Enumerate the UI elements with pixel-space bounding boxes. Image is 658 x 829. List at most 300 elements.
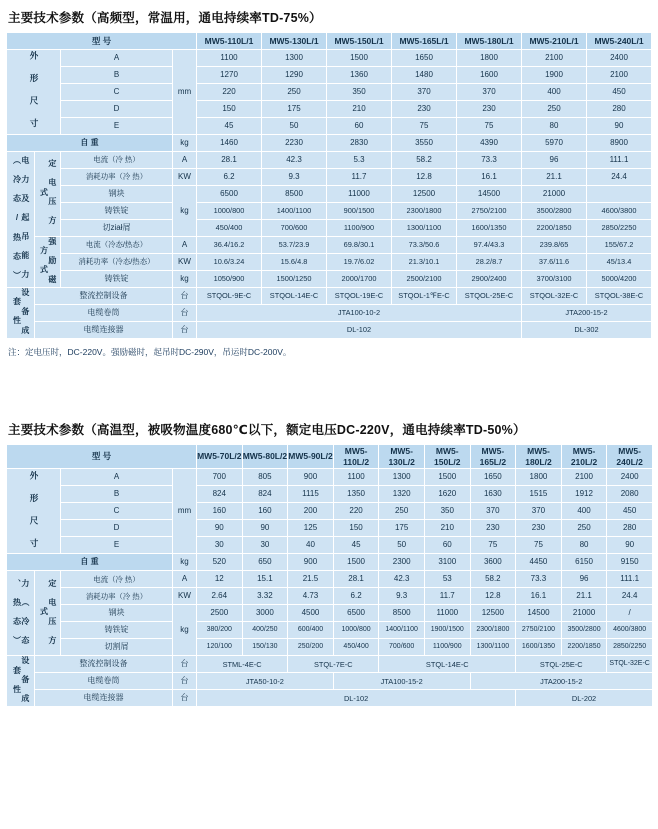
cell: 1350: [333, 486, 379, 503]
cell: 250: [522, 101, 587, 118]
cell: 10.6/3.24: [197, 254, 262, 271]
cell: 3550: [392, 135, 457, 152]
table-row: [7, 254, 652, 271]
row-label-weight: 自 重: [7, 135, 173, 152]
row-label-chips: 切割屑: [61, 639, 173, 656]
cell: 12500: [470, 605, 516, 622]
row-label-cast-iron: 铸铁锭: [61, 622, 173, 639]
cell: 1100: [333, 469, 379, 486]
cell: 53: [424, 571, 470, 588]
cell: 230: [457, 101, 522, 118]
section-spacer: [0, 358, 658, 412]
model-header-cell: 型 号: [7, 33, 197, 50]
table-row: [7, 486, 653, 503]
cell: 1100/900: [327, 220, 392, 237]
table-row: [7, 50, 652, 67]
cell: 11.7: [424, 588, 470, 605]
cell: 2100: [522, 50, 587, 67]
cell: STQOL-25E-C: [457, 288, 522, 305]
table-row: [7, 588, 653, 605]
table-row: [7, 305, 652, 322]
cell: JTA200-15-2: [522, 305, 652, 322]
cell: 16.1: [457, 169, 522, 186]
model-col-4: MW5-180L/1: [457, 33, 522, 50]
cell: 24.4: [607, 588, 653, 605]
row-label-D: D: [61, 520, 173, 537]
unit-set: 台: [173, 322, 197, 339]
cell: 350: [424, 503, 470, 520]
cell: 1320: [379, 486, 425, 503]
row-label-B: B: [61, 67, 173, 84]
table-row: [7, 622, 653, 639]
cell: 700/600: [379, 639, 425, 656]
cell: 97.4/43.3: [457, 237, 522, 254]
cell: 450: [607, 503, 653, 520]
cell: DL-202: [516, 690, 653, 707]
table-row: [7, 288, 652, 305]
row-label-E: E: [61, 118, 173, 135]
cell: STML-4E-C: [197, 656, 288, 673]
row-label-A: A: [61, 50, 173, 67]
cell: 250: [262, 84, 327, 101]
cell: 210: [327, 101, 392, 118]
table-row: [7, 271, 652, 288]
cell: 2850/2250: [607, 639, 653, 656]
cell: 36.4/16.2: [197, 237, 262, 254]
unit-kg: kg: [173, 135, 197, 152]
unit-kg: kg: [173, 605, 197, 656]
cell: 2230: [262, 135, 327, 152]
cell: 824: [242, 486, 288, 503]
cell: 700: [197, 469, 243, 486]
row-label-current: 电流（冷 热）: [61, 571, 173, 588]
cell: 150: [197, 101, 262, 118]
cell: 1000/800: [333, 622, 379, 639]
cell: STQOL-32E-C: [522, 288, 587, 305]
cell: 120/100: [197, 639, 243, 656]
row-label-current: 电流（冷 热）: [61, 152, 173, 169]
unit-KW: KW: [173, 588, 197, 605]
cell: 2200/1850: [561, 639, 607, 656]
section-high-temperature: [0, 412, 658, 707]
row-label-cable-reel: 电缆卷筒: [35, 305, 173, 322]
row-label-rectifier: 整流控制设备: [35, 288, 173, 305]
unit-mm: mm: [173, 469, 197, 554]
cell: 250: [379, 503, 425, 520]
cell: 75: [516, 537, 562, 554]
row-label-cable-connector: 电缆连接器: [35, 690, 173, 707]
table-row: [7, 537, 653, 554]
cell: 14500: [457, 186, 522, 203]
cell: 1300: [379, 469, 425, 486]
cell: 14500: [516, 605, 562, 622]
model-col-0: MW5-110L/1: [197, 33, 262, 50]
unit-A: A: [173, 152, 197, 169]
row-label-cable-connector: 电缆连接器: [35, 322, 173, 339]
cell: 1600/1350: [516, 639, 562, 656]
unit-kg: kg: [173, 554, 197, 571]
cell: 1800: [516, 469, 562, 486]
cell: 450/400: [197, 220, 262, 237]
cell: 45: [197, 118, 262, 135]
cell: 73.3: [516, 571, 562, 588]
section1-title: 主要技术参数（高频型，常温用，通电持续率TD-75%）: [8, 11, 322, 25]
group-power: 电 力 及 起 吊 能 力 （ 冷 态 / 热 态 ）: [7, 152, 35, 288]
cell: 150: [333, 520, 379, 537]
cell: 28.2/8.7: [457, 254, 522, 271]
cell: 900/1500: [327, 203, 392, 220]
table-row: [7, 220, 652, 237]
cell: 21.1: [561, 588, 607, 605]
row-label-cast-iron: 铸铁锭: [61, 203, 173, 220]
cell: 4600/3800: [607, 622, 653, 639]
cell: 8500: [262, 186, 327, 203]
cell: 6.2: [333, 588, 379, 605]
cell: 2000/1700: [327, 271, 392, 288]
table-row: [7, 67, 652, 84]
cell: 280: [587, 101, 652, 118]
table-row: [7, 605, 653, 622]
cell: 230: [516, 520, 562, 537]
model-col-4: MW5-130L/2: [379, 445, 425, 469]
cell: 50: [262, 118, 327, 135]
row-label-A: A: [61, 469, 173, 486]
table-row: [7, 84, 652, 101]
cell: 175: [379, 520, 425, 537]
row-label-weight: 自 重: [7, 554, 173, 571]
cell: 8500: [379, 605, 425, 622]
cell: 350: [327, 84, 392, 101]
model-col-1: MW5-130L/1: [262, 33, 327, 50]
cell: 380/200: [197, 622, 243, 639]
group-dimensions: 外 形 尺 寸: [7, 469, 61, 554]
cell: 2300/1800: [392, 203, 457, 220]
cell: 1650: [392, 50, 457, 67]
cell: 200: [288, 503, 334, 520]
cell: 19.7/6.02: [327, 254, 392, 271]
cell: 15.6/4.8: [262, 254, 327, 271]
cell: 160: [197, 503, 243, 520]
cell: 75: [470, 537, 516, 554]
cell: 75: [392, 118, 457, 135]
cell: 5.3: [327, 152, 392, 169]
group-constant-voltage: 定 电 压 方 式: [35, 152, 61, 237]
model-col-6: MW5-240L/1: [587, 33, 652, 50]
unit-mm: mm: [173, 50, 197, 135]
cell: 400: [561, 503, 607, 520]
cell: JTA100-10-2: [197, 305, 522, 322]
cell: 1100: [197, 50, 262, 67]
cell: JTA100-15-2: [333, 673, 470, 690]
cell: 4500: [288, 605, 334, 622]
cell: 230: [392, 101, 457, 118]
section2-title: 主要技术参数（高温型，被吸物温度680℃以下，额定电压DC-220V，通电持续率TD-50%）: [8, 423, 526, 437]
cell: 450/400: [333, 639, 379, 656]
table-row-model-header: [7, 33, 652, 50]
cell: 21000: [561, 605, 607, 622]
cell: 1100/900: [424, 639, 470, 656]
cell: [587, 186, 652, 203]
cell: 90: [242, 520, 288, 537]
cell: 824: [197, 486, 243, 503]
cell: DL-102: [197, 690, 516, 707]
cell: 250/200: [288, 639, 334, 656]
cell: 3500/2800: [561, 622, 607, 639]
cell: 4600/3800: [587, 203, 652, 220]
cell: 6150: [561, 554, 607, 571]
table-row: [7, 101, 652, 118]
cell: 900: [288, 554, 334, 571]
table-row-weight: [7, 554, 653, 571]
cell: 3100: [424, 554, 470, 571]
cell: DL-302: [522, 322, 652, 339]
cell: 5970: [522, 135, 587, 152]
unit-set: 台: [173, 305, 197, 322]
cell: 1115: [288, 486, 334, 503]
cell: 11000: [424, 605, 470, 622]
cell: 520: [197, 554, 243, 571]
cell: 73.3/50.6: [392, 237, 457, 254]
cell: 42.3: [262, 152, 327, 169]
table-row: [7, 690, 653, 707]
row-label-E: E: [61, 537, 173, 554]
cell: 210: [424, 520, 470, 537]
table-row: [7, 656, 653, 673]
cell: 111.1: [587, 152, 652, 169]
cell: 12: [197, 571, 243, 588]
cell: 1360: [327, 67, 392, 84]
cell: 160: [242, 503, 288, 520]
model-col-2: MW5-150L/1: [327, 33, 392, 50]
cell: 96: [522, 152, 587, 169]
cell: 2400: [587, 50, 652, 67]
cell: 4390: [457, 135, 522, 152]
model-col-6: MW5-165L/2: [470, 445, 516, 469]
cell: 4450: [516, 554, 562, 571]
row-label-B: B: [61, 486, 173, 503]
table-row: [7, 152, 652, 169]
cell: 12.8: [392, 169, 457, 186]
section1-table: [6, 32, 652, 339]
cell: 2080: [607, 486, 653, 503]
cell: 1630: [470, 486, 516, 503]
cell: 28.1: [197, 152, 262, 169]
cell: STQOL-14E-C: [262, 288, 327, 305]
cell: 80: [522, 118, 587, 135]
cell: 370: [457, 84, 522, 101]
cell: 5000/4200: [587, 271, 652, 288]
cell: 1270: [197, 67, 262, 84]
cell: 69.8/30.1: [327, 237, 392, 254]
model-col-8: MW5-210L/2: [561, 445, 607, 469]
model-col-3: MW5-110L/2: [333, 445, 379, 469]
cell: 21000: [522, 186, 587, 203]
row-label-cable-reel: 电缆卷筒: [35, 673, 173, 690]
cell: 11000: [327, 186, 392, 203]
cell: 21.1: [522, 169, 587, 186]
cell: 2750/2100: [516, 622, 562, 639]
cell: 1800: [457, 50, 522, 67]
table-row: [7, 673, 653, 690]
unit-KW: KW: [173, 254, 197, 271]
row-label-steel-block: 钢块: [61, 186, 173, 203]
cell: 1290: [262, 67, 327, 84]
cell: 2300/1800: [470, 622, 516, 639]
table-row: [7, 639, 653, 656]
unit-KW: KW: [173, 169, 197, 186]
cell: 50: [379, 537, 425, 554]
cell: JTA200-15-2: [470, 673, 652, 690]
cell: DL-102: [197, 322, 522, 339]
cell: 21.5: [288, 571, 334, 588]
model-col-7: MW5-180L/2: [516, 445, 562, 469]
cell: 2750/2100: [457, 203, 522, 220]
cell: 60: [327, 118, 392, 135]
cell: 30: [197, 537, 243, 554]
table-row-model-header: [7, 445, 653, 469]
cell: 150/130: [242, 639, 288, 656]
row-label-chips: 切ział屑: [61, 220, 173, 237]
cell: 40: [288, 537, 334, 554]
cell: 220: [333, 503, 379, 520]
table-row: [7, 520, 653, 537]
cell: 1620: [424, 486, 470, 503]
table-row: [7, 322, 652, 339]
group-strong-excitation: 强 励 磁 方 式: [35, 237, 61, 288]
cell: 280: [607, 520, 653, 537]
cell: 45/13.4: [587, 254, 652, 271]
table-row-weight: [7, 135, 652, 152]
cell: STQL-14E-C: [379, 656, 516, 673]
cell: 60: [424, 537, 470, 554]
cell: 370: [470, 503, 516, 520]
cell: 900: [288, 469, 334, 486]
cell: 28.1: [333, 571, 379, 588]
cell: 37.6/11.6: [522, 254, 587, 271]
cell: 9.3: [379, 588, 425, 605]
cell: 53.7/23.9: [262, 237, 327, 254]
cell: 1050/900: [197, 271, 262, 288]
cell: STQOL-9E-C: [197, 288, 262, 305]
cell: 2200/1850: [522, 220, 587, 237]
row-label-C: C: [61, 84, 173, 101]
row-label-C: C: [61, 503, 173, 520]
cell: 1000/800: [197, 203, 262, 220]
cell: 1600: [457, 67, 522, 84]
unit-set: 台: [173, 288, 197, 305]
cell: 96: [561, 571, 607, 588]
cell: 805: [242, 469, 288, 486]
group-constant-voltage: 定 电 压 方 式: [35, 571, 61, 656]
table-row: [7, 118, 652, 135]
cell: 3000: [242, 605, 288, 622]
cell: 370: [392, 84, 457, 101]
cell: 1300: [262, 50, 327, 67]
cell: 230: [470, 520, 516, 537]
cell: 450: [587, 84, 652, 101]
model-col-9: MW5-240L/2: [607, 445, 653, 469]
group-power: 力 （ 冷 态 、 热 态 ）: [7, 571, 35, 656]
cell: 1912: [561, 486, 607, 503]
cell: STQL-32E-C: [607, 656, 653, 673]
cell: 2100: [561, 469, 607, 486]
cell: 4.73: [288, 588, 334, 605]
cell: /: [607, 605, 653, 622]
unit-A: A: [173, 571, 197, 588]
cell: 370: [516, 503, 562, 520]
unit-set: 台: [173, 690, 197, 707]
row-label-power-consumption: 消耗功率（冷 热）: [61, 169, 173, 186]
section1-note: 注：定电压时，DC-220V。强励磁时，起吊时DC-290V，吊运时DC-200V。: [8, 347, 292, 357]
row-label-cast-iron: 铸铁锭: [61, 271, 173, 288]
cell: 11.7: [327, 169, 392, 186]
cell: 2100: [587, 67, 652, 84]
model-col-0: MW5-70L/2: [197, 445, 243, 469]
cell: 1900/1500: [424, 622, 470, 639]
cell: 250: [561, 520, 607, 537]
cell: STQOL-1℉E-C: [392, 288, 457, 305]
cell: 2830: [327, 135, 392, 152]
cell: 3700/3100: [522, 271, 587, 288]
cell: 400: [522, 84, 587, 101]
section2-table: [6, 444, 653, 707]
table-row: [7, 169, 652, 186]
cell: 90: [607, 537, 653, 554]
cell: 1600/1350: [457, 220, 522, 237]
cell: 175: [262, 101, 327, 118]
cell: STQL-7E-C: [288, 656, 379, 673]
cell: 400/250: [242, 622, 288, 639]
unit-kg: kg: [173, 186, 197, 237]
cell: 12.8: [470, 588, 516, 605]
model-col-2: MW5-90L/2: [288, 445, 334, 469]
cell: 90: [197, 520, 243, 537]
table-row: [7, 237, 652, 254]
cell: 3600: [470, 554, 516, 571]
cell: 111.1: [607, 571, 653, 588]
cell: 1500: [327, 50, 392, 67]
cell: 9.3: [262, 169, 327, 186]
unit-kg: kg: [173, 271, 197, 288]
group-dimensions: 外 形 尺 寸: [7, 50, 61, 135]
section-high-frequency: [0, 0, 658, 358]
cell: 239.8/65: [522, 237, 587, 254]
cell: 42.3: [379, 571, 425, 588]
unit-A: A: [173, 237, 197, 254]
row-label-D: D: [61, 101, 173, 118]
cell: 155/67.2: [587, 237, 652, 254]
cell: 1900: [522, 67, 587, 84]
cell: 2500/2100: [392, 271, 457, 288]
cell: 30: [242, 537, 288, 554]
table-row: [7, 203, 652, 220]
cell: 700/600: [262, 220, 327, 237]
cell: 45: [333, 537, 379, 554]
cell: 2.64: [197, 588, 243, 605]
cell: 21.3/10.1: [392, 254, 457, 271]
model-col-5: MW5-210L/1: [522, 33, 587, 50]
cell: 1300/1100: [470, 639, 516, 656]
cell: 1400/1100: [379, 622, 425, 639]
cell: 3500/2800: [522, 203, 587, 220]
cell: 220: [197, 84, 262, 101]
cell: 58.2: [470, 571, 516, 588]
cell: 125: [288, 520, 334, 537]
cell: 1515: [516, 486, 562, 503]
cell: STQL-25E-C: [516, 656, 607, 673]
unit-set: 台: [173, 673, 197, 690]
model-col-1: MW5-80L/2: [242, 445, 288, 469]
